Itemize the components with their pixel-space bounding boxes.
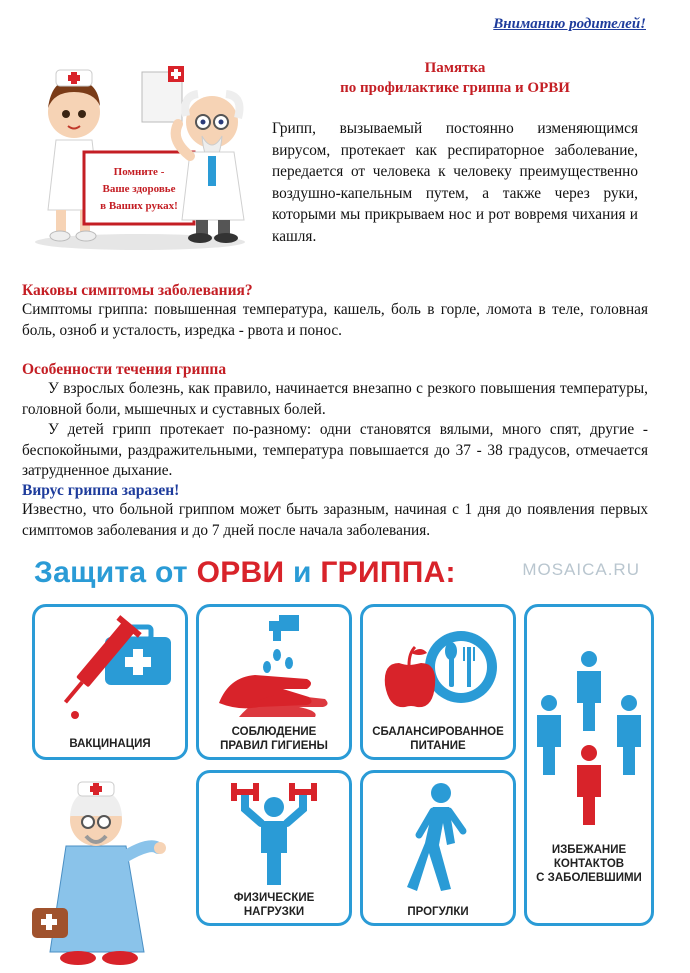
card-avoid-contacts (524, 604, 654, 926)
card-exercise (196, 770, 352, 926)
card-avoid-label-line-2: КОНТАКТОВ (553, 858, 625, 870)
card-hygiene (196, 604, 352, 760)
banner-title-flu: ГРИППА: (320, 556, 456, 589)
memo-title (300, 58, 610, 98)
card-walks (360, 770, 516, 926)
card-nutrition (360, 604, 516, 760)
old-doctor-cartoon (26, 776, 186, 966)
contagious-section (22, 482, 648, 541)
card-walks-label: ПРОГУЛКИ (407, 906, 469, 918)
symptoms-section (22, 282, 648, 341)
card-nutrition-label-line-1: СБАЛАНСИРОВАННОЕ (372, 726, 504, 738)
banner-title-orvi: ОРВИ (196, 556, 285, 589)
card-vaccination (32, 604, 188, 760)
banner-title-and: и (284, 556, 321, 589)
syringe-and-medkit-icon (35, 607, 185, 727)
course-section (22, 361, 648, 482)
card-hygiene-label (199, 725, 349, 753)
contagious-heading: Вирус гриппа заразен! (22, 482, 180, 499)
card-avoid-label-line-1: ИЗБЕЖАНИЕ (551, 844, 627, 856)
exercise-person-icon (199, 773, 349, 893)
parents-attention-note: Вниманию родителей! (493, 16, 646, 32)
washing-hands-icon (199, 607, 349, 727)
symptoms-heading: Каковы симптомы заболевания? (22, 282, 253, 299)
apple-and-plate-icon (363, 607, 513, 727)
symptoms-text: Симптомы гриппа: повышенная температура, кашель, боль в горле, ломота в теле, головная боль, озноб и усталость, изредка - рвота и понос. (22, 301, 648, 339)
banner-title-part-1: Защита от (34, 556, 197, 589)
card-avoid-contacts-label (527, 843, 651, 885)
sign-line-3: в Ваших руках! (100, 200, 178, 212)
course-heading: Особенности течения гриппа (22, 361, 227, 378)
protection-banner-title (34, 556, 456, 590)
memo-title-line-1: Памятка (424, 60, 486, 76)
course-children-paragraph: У детей грипп протекает по-разному: одни становятся вялыми, много спят, другие - беспокойными, раздражительными, температура повышается до 37 - 38 градусов, отмечается затрудненное дыхание. (22, 421, 648, 479)
card-hygiene-label-line-2: ПРАВИЛ ГИГИЕНЫ (220, 740, 328, 752)
doctors-cartoon-illustration (22, 60, 258, 250)
card-nutrition-label (363, 725, 513, 753)
sign-line-2: Ваше здоровье (102, 183, 176, 195)
card-hygiene-label-line-1: СОБЛЮДЕНИЕ (231, 726, 317, 738)
contagious-text: Известно, что больной гриппом может быть заразным, начиная с 1 дня до появления первых симптомов заболевания и до 7 дней после начала заболевания. (22, 501, 648, 539)
memo-title-line-2: по профилактике гриппа и ОРВИ (340, 80, 570, 96)
card-exercise-label-line-2: НАГРУЗКИ (243, 906, 305, 918)
memo-intro-paragraph: Грипп, вызываемый постоянно изменяющимся вирусом, протекает как респираторное заболевание, передается от человека к человеку преимущественно воздушно-капельным путем, а также через руки, которыми мы прикрываем нос и рот вовремя чихания и кашля. (272, 120, 638, 245)
course-adults-paragraph: У взрослых болезнь, как правило, начинается внезапно с резкого повышения температуры, головной боли, мышечных и суставных болей. (22, 380, 648, 418)
walking-person-icon (363, 773, 513, 893)
sign-line-1: Помните - (113, 166, 165, 178)
people-group-icon (527, 607, 651, 837)
card-nutrition-label-line-2: ПИТАНИЕ (410, 740, 466, 752)
card-vaccination-label: ВАКЦИНАЦИЯ (69, 738, 151, 750)
watermark-text: MOSAICA.RU (522, 560, 640, 579)
card-avoid-label-line-3: С ЗАБОЛЕВШИМИ (536, 872, 642, 884)
card-exercise-label-line-1: ФИЗИЧЕСКИЕ (233, 892, 315, 904)
card-exercise-label (199, 891, 349, 919)
